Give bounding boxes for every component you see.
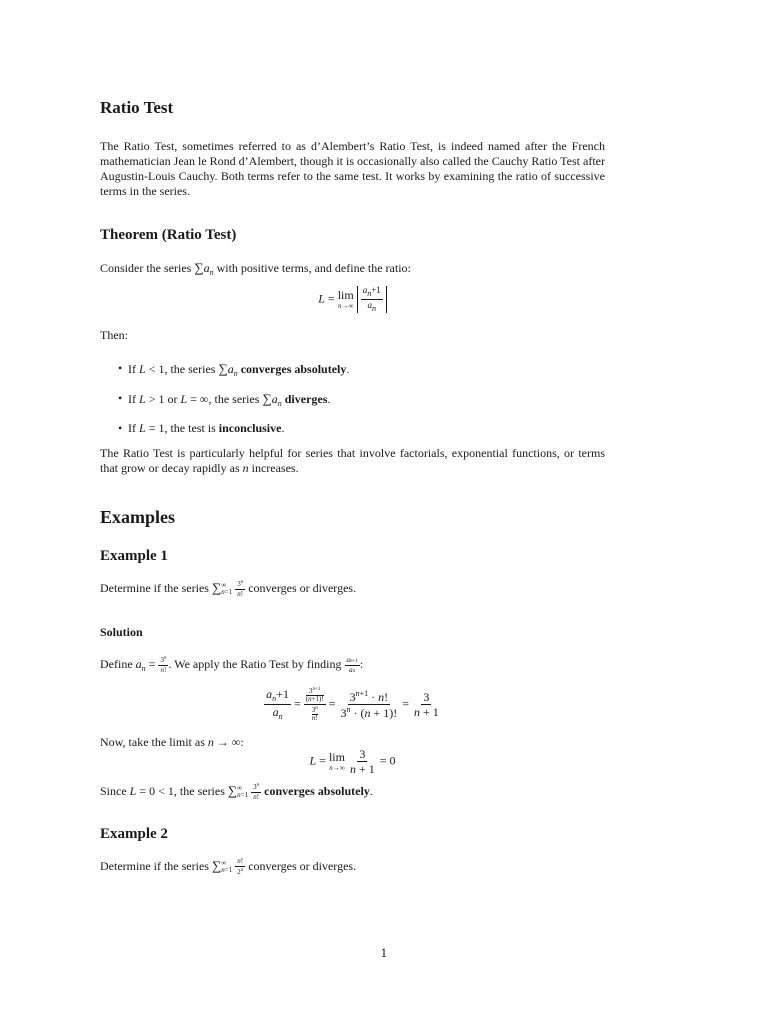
theorem-lead: Consider the series $\sum a_n$ with positive terms, and define the ratio: — [100, 260, 411, 277]
ratio-definition-equation: L = lim n→∞ $\frac{an+1}{an}$ — [100, 286, 605, 313]
example-2-heading: Example 2 — [100, 826, 168, 842]
closing-paragraph: The Ratio Test is particularly helpful for series that involve factorials, exponential functions, or terms that grow or decay rapidly as n increases. — [100, 446, 605, 475]
examples-heading: Examples — [100, 507, 176, 527]
conclusion-line: Since L = 0 < 1, the series ∑ ∞ n=1 $\frac{3^n}{n!}$ converges absolutely. — [100, 783, 373, 802]
example-1-prompt: Determine if the series ∑ ∞ n=1 $\frac{3^n}{n!}$ converges or diverges. — [100, 580, 357, 599]
page-number: 1 — [380, 947, 388, 960]
theorem-lead-after: with positive terms, and define the ratio: — [216, 261, 411, 275]
condition-diverges: • If L > 1 or L = ∞, the series $\sum a_n$ diverges. — [118, 391, 331, 408]
theorem-heading: Theorem (Ratio Test) — [100, 227, 237, 243]
example-2-prompt: Determine if the series ∑ ∞ n=1 $\frac{n!}{2^n}$ converges or diverges. — [100, 857, 357, 877]
example-1-heading: Example 1 — [100, 548, 168, 564]
theorem-conditions-list — [100, 361, 605, 436]
limit-lead-line: Now, take the limit as n → ∞: — [100, 735, 244, 749]
define-term-line: Define $a_n$ = $\frac{3^n}{n!}$ . We apply the Ratio Test by finding $\frac{an+1}{an}$ : — [100, 655, 364, 674]
converges-absolutely-text: converges absolutely — [240, 362, 347, 376]
conclusion-bold: converges absolutely — [264, 784, 370, 798]
diverges-text: diverges — [284, 392, 328, 406]
theorem-lead-before: Consider the series — [100, 261, 192, 275]
page-title: Ratio Test — [100, 98, 174, 117]
ratio-computation-equation: $\frac{a_n+1}{a_n}$ = $3^{n+1}$ (n+1)! 3$^n$ n! = $\frac{3^{n+1} \cdot n!}{3^n \cdot (n + 1)!}$ = $\frac{3}{n + 1}$ — [266, 687, 439, 722]
solution-heading: Solution — [100, 625, 143, 639]
condition-converges: • If L < 1, the series $\sum a_n$ converges absolutely. — [118, 361, 350, 378]
inconclusive-text: inconclusive — [218, 421, 282, 435]
intro-paragraph: The Ratio Test, sometimes referred to as d’Alembert’s Ratio Test, is indeed named after the French mathematician Jean le Rond d’Alembert, though it is occasionally also called the Cauchy Ratio Test after Augustin-Louis Cauchy. Both terms refer to the same test. It works by examining the ratio of successive terms in the series. — [100, 139, 605, 198]
limit-equation: L = lim n→∞ $\frac{3}{n + 1}$ = 0 — [309, 747, 396, 776]
condition-inconclusive: • If L = 1, the test is inconclusive. — [118, 421, 285, 435]
then-label: Then: — [100, 328, 128, 342]
